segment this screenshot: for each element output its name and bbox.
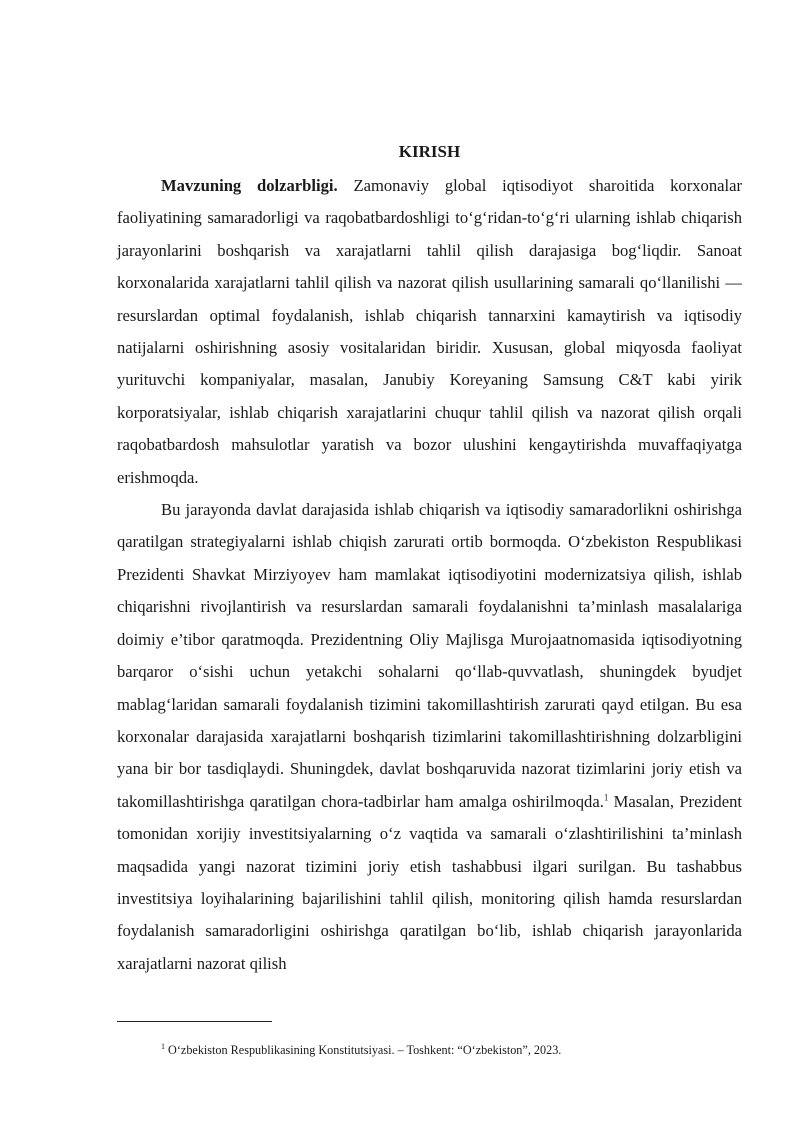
footnote-mark: 1: [161, 1041, 165, 1051]
footnote-reference: 1: [603, 792, 609, 803]
paragraph-lead: Mavzuning dolzarbligi.: [161, 176, 338, 195]
document-body: [117, 140, 742, 980]
paragraph-text-part-2: Masalan, Prezident tomonidan xorijiy investitsiyalarning o‘z vaqtida va samarali o‘zlashtirilishini ta’minlash maqsadida yangi nazorat tizimini joriy etish tashabbusi ilgari surilgan. Bu tashabbus investitsiya loyihalarining bajarilishini tahlil qilish, monitoring qilish hamda resurslardan foydalanish samaradorligini oshirishga qaratilgan bo‘lib, ishlab chiqarish jarayonlarida xarajatlarni nazorat qilish: [117, 791, 742, 973]
paragraph-relevance: [117, 170, 742, 494]
paragraph-state-strategy: [117, 494, 742, 980]
paragraph-text-part-1: Bu jarayonda davlat darajasida ishlab chiqarish va iqtisodiy samaradorlikni oshirishga qaratilgan strategiyalarni ishlab chiqish zarurati ortib bormoqda. O‘zbekiston Respublikasi Prezidenti Shavkat Mirziyoyev ham mamlakat iqtisodiyotini modernizatsiya qilish, ishlab chiqarishni rivojlantirish va resurslardan samarali foydalanishni ta’minlash masalalariga doimiy e’tibor qaratmoqda. Prezidentning Oliy Majlisga Murojaatnomasida iqtisodiyotning barqaror o‘sishi uchun yetakchi sohalarni qo‘llab-quvvatlash, shuningdek byudjet mablag‘laridan samarali foydalanish tizimini takomillashtirish zarurati qayd etilgan. Bu esa korxonalar darajasida xarajatlarni boshqarish tizimlarini takomillashtirishning dolzarbligini yana bir bor tasdiqlaydi. Shuningdek, davlat boshqaruvida nazorat tizimlarini joriy etish va takomillashtirishga qaratilgan chora-tadbirlar ham amalga oshirilmoqda.: [117, 500, 742, 811]
footnote-divider: [117, 1021, 272, 1022]
footnote-text: O‘zbekiston Respublikasining Konstitutsiyasi. – Toshkent: “O‘zbekiston”, 2023.: [165, 1043, 562, 1057]
paragraph-text: Zamonaviy global iqtisodiyot sharoitida korxonalar faoliyatining samaradorligi va raqobatbardoshligi to‘g‘ridan-to‘g‘ri ularning ishlab chiqarish jarayonlarini boshqarish va xarajatlarni tahlil qilish darajasiga bog‘liqdir. Sanoat korxonalarida xarajatlarni tahlil qilish va nazorat qilish usullarining samarali qo‘llanilishi — resurslardan optimal foydalanish, ishlab chiqarish tannarxini kamaytirish va iqtisodiy natijalarni oshirishning asosiy vositalaridan biridir. Xususan, global miqyosda faoliyat yurituvchi kompaniyalar, masalan, Janubiy Koreyaning Samsung C&T kabi yirik korporatsiyalar, ishlab chiqarish xarajatlarini chuqur tahlil qilish va nazorat qilish orqali raqobatbardosh mahsulotlar yaratish va bozor ulushini kengaytirishda muvaffaqiyatga erishmoqda.: [117, 176, 742, 487]
page-title: KIRISH: [398, 142, 461, 161]
footnote: [117, 1042, 742, 1058]
